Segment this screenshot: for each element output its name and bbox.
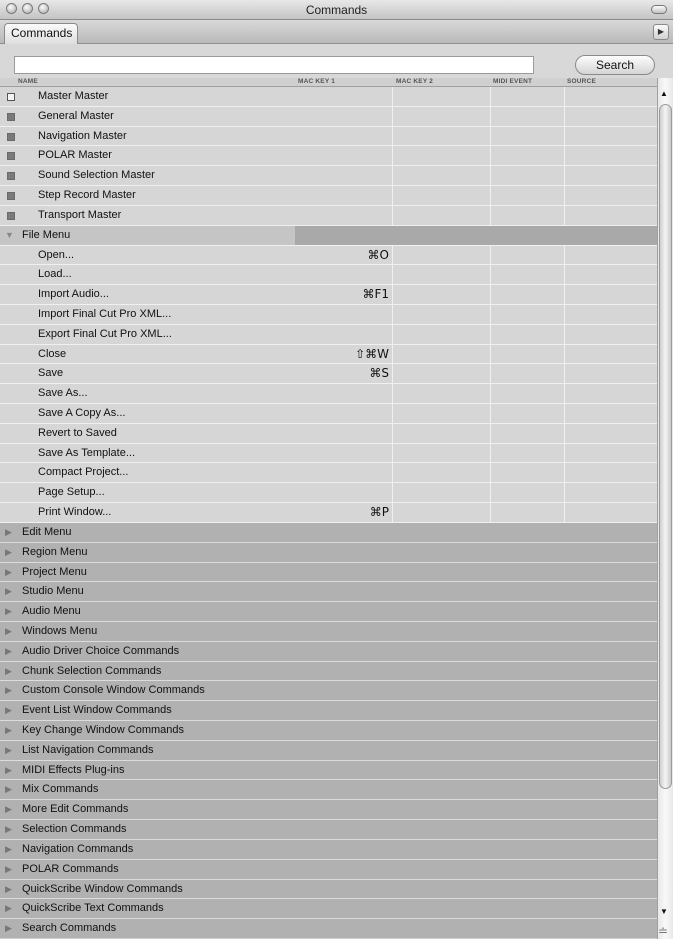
category-row[interactable] bbox=[0, 701, 657, 721]
master-row[interactable] bbox=[0, 87, 657, 107]
midi-event-cell[interactable] bbox=[491, 246, 565, 265]
source-cell[interactable] bbox=[565, 265, 657, 284]
source-cell[interactable] bbox=[565, 503, 657, 522]
command-name: Export Final Cut Pro XML... bbox=[38, 327, 172, 340]
disclosure-triangle-closed-icon[interactable]: ▶ bbox=[5, 625, 12, 636]
midi-event-cell[interactable] bbox=[491, 404, 565, 423]
mac-key-1-value: ⌘P bbox=[369, 505, 389, 520]
disclosure-triangle-closed-icon[interactable]: ▶ bbox=[5, 863, 12, 874]
category-row[interactable] bbox=[0, 840, 657, 860]
master-row[interactable] bbox=[0, 107, 657, 127]
command-name: Edit Menu bbox=[22, 525, 72, 538]
toolbar-toggle-icon[interactable] bbox=[651, 5, 667, 14]
source-cell[interactable] bbox=[565, 384, 657, 403]
disclosure-triangle-closed-icon[interactable]: ▶ bbox=[5, 804, 12, 815]
category-row[interactable] bbox=[0, 622, 657, 642]
mac-key-2-cell[interactable] bbox=[393, 364, 491, 383]
master-checkbox[interactable] bbox=[7, 133, 15, 141]
master-row[interactable] bbox=[0, 127, 657, 147]
source-cell[interactable] bbox=[565, 146, 657, 165]
command-row[interactable] bbox=[0, 384, 657, 404]
mac-key-1-cell[interactable] bbox=[295, 166, 393, 185]
category-row[interactable] bbox=[0, 582, 657, 602]
mac-key-2-cell[interactable] bbox=[393, 206, 491, 225]
source-cell[interactable] bbox=[565, 107, 657, 126]
midi-event-cell[interactable] bbox=[491, 345, 565, 364]
command-row[interactable] bbox=[0, 265, 657, 285]
midi-event-cell[interactable] bbox=[491, 285, 565, 304]
category-row[interactable] bbox=[0, 563, 657, 583]
source-cell[interactable] bbox=[565, 246, 657, 265]
table-header bbox=[0, 78, 657, 87]
source-cell[interactable] bbox=[565, 285, 657, 304]
mac-key-1-cell[interactable] bbox=[295, 305, 393, 324]
disclosure-triangle-closed-icon[interactable]: ▶ bbox=[5, 526, 12, 537]
midi-event-cell[interactable] bbox=[491, 107, 565, 126]
mac-key-2-cell[interactable] bbox=[393, 444, 491, 463]
command-name: Page Setup... bbox=[38, 486, 105, 499]
command-name: Save A Copy As... bbox=[38, 407, 126, 419]
command-name: Navigation Commands bbox=[22, 842, 134, 855]
disclosure-triangle-closed-icon[interactable]: ▶ bbox=[5, 764, 12, 775]
category-row[interactable] bbox=[0, 721, 657, 741]
mac-key-1-cell[interactable] bbox=[295, 444, 393, 463]
command-row[interactable] bbox=[0, 285, 657, 305]
midi-event-cell[interactable] bbox=[491, 87, 565, 106]
category-row-fill bbox=[295, 226, 657, 245]
command-name: QuickScribe Text Commands bbox=[22, 902, 164, 915]
disclosure-triangle-closed-icon[interactable]: ▶ bbox=[5, 586, 12, 597]
command-name: Search Commands bbox=[22, 922, 117, 935]
command-name: QuickScribe Window Commands bbox=[22, 882, 183, 895]
category-row[interactable] bbox=[0, 226, 657, 246]
mac-key-1-cell[interactable] bbox=[295, 87, 393, 106]
command-name: Region Menu bbox=[22, 545, 88, 558]
mac-key-2-cell[interactable] bbox=[393, 384, 491, 403]
master-checkbox[interactable] bbox=[7, 212, 15, 220]
mac-key-2-cell[interactable] bbox=[393, 404, 491, 423]
master-row[interactable] bbox=[0, 206, 657, 226]
mac-key-1-value: ⇧⌘W bbox=[355, 346, 389, 361]
command-name: MIDI Effects Plug-ins bbox=[22, 763, 125, 776]
tab-bar bbox=[0, 20, 673, 44]
command-name: Windows Menu bbox=[22, 624, 98, 637]
midi-event-cell[interactable] bbox=[491, 265, 565, 284]
midi-event-cell[interactable] bbox=[491, 384, 565, 403]
command-name: Save As... bbox=[38, 387, 88, 400]
master-checkbox[interactable] bbox=[7, 93, 15, 101]
mac-key-2-cell[interactable] bbox=[393, 246, 491, 265]
mac-key-1-cell[interactable] bbox=[295, 404, 393, 423]
category-row[interactable] bbox=[0, 919, 657, 938]
scroll-up-arrow-icon[interactable]: ▲ bbox=[660, 89, 668, 98]
category-row[interactable] bbox=[0, 880, 657, 900]
source-cell[interactable] bbox=[565, 325, 657, 344]
master-checkbox[interactable] bbox=[7, 172, 15, 180]
category-row[interactable] bbox=[0, 543, 657, 563]
mac-key-1-cell[interactable] bbox=[295, 107, 393, 126]
midi-event-cell[interactable] bbox=[491, 364, 565, 383]
command-name: Event List Window Commands bbox=[22, 704, 172, 717]
mac-key-2-cell[interactable] bbox=[393, 166, 491, 185]
vertical-scrollbar[interactable] bbox=[657, 78, 673, 939]
source-cell[interactable] bbox=[565, 345, 657, 364]
mac-key-2-cell[interactable] bbox=[393, 107, 491, 126]
midi-event-cell[interactable] bbox=[491, 206, 565, 225]
source-cell[interactable] bbox=[565, 186, 657, 205]
search-input[interactable] bbox=[14, 56, 534, 74]
mac-key-1-cell[interactable] bbox=[295, 424, 393, 443]
command-row[interactable] bbox=[0, 345, 657, 365]
command-row[interactable] bbox=[0, 305, 657, 325]
command-name: Selection Commands bbox=[22, 823, 127, 836]
command-row[interactable] bbox=[0, 483, 657, 503]
mac-key-1-cell[interactable] bbox=[295, 483, 393, 502]
source-cell[interactable] bbox=[565, 404, 657, 423]
master-checkbox[interactable] bbox=[7, 152, 15, 160]
mac-key-1-cell[interactable] bbox=[295, 206, 393, 225]
mac-key-1-value: ⌘O bbox=[367, 247, 389, 262]
mac-key-2-cell[interactable] bbox=[393, 285, 491, 304]
command-row[interactable] bbox=[0, 424, 657, 444]
source-cell[interactable] bbox=[565, 166, 657, 185]
command-name: Mix Commands bbox=[22, 783, 99, 796]
command-row[interactable] bbox=[0, 364, 657, 384]
window-title: Commands bbox=[305, 3, 368, 17]
command-name: Save As Template... bbox=[38, 446, 136, 459]
source-cell[interactable] bbox=[565, 463, 657, 482]
column-header-name[interactable]: NAME bbox=[18, 78, 38, 85]
disclosure-triangle-closed-icon[interactable]: ▶ bbox=[5, 824, 12, 835]
source-cell[interactable] bbox=[565, 483, 657, 502]
master-row[interactable] bbox=[0, 146, 657, 166]
command-name: Revert to Saved bbox=[38, 426, 117, 439]
command-name: Key Change Window Commands bbox=[22, 724, 185, 736]
disclosure-triangle-closed-icon[interactable]: ▶ bbox=[5, 546, 12, 557]
disclosure-triangle-closed-icon[interactable]: ▶ bbox=[5, 883, 12, 894]
command-name: POLAR Master bbox=[38, 149, 112, 162]
master-row[interactable] bbox=[0, 166, 657, 186]
command-name: More Edit Commands bbox=[22, 803, 129, 816]
category-row[interactable] bbox=[0, 780, 657, 800]
category-row[interactable] bbox=[0, 681, 657, 701]
command-name: List Navigation Commands bbox=[22, 743, 154, 756]
command-row[interactable] bbox=[0, 444, 657, 464]
column-header-mac-key-1[interactable]: MAC KEY 1 bbox=[298, 78, 336, 85]
master-checkbox[interactable] bbox=[7, 113, 15, 121]
disclosure-triangle-closed-icon[interactable]: ▶ bbox=[5, 725, 12, 735]
command-row[interactable] bbox=[0, 503, 657, 523]
mac-key-2-cell[interactable] bbox=[393, 87, 491, 106]
scroll-down-arrow-icon[interactable]: ▼ bbox=[660, 907, 668, 916]
command-name: Studio Menu bbox=[22, 585, 84, 598]
mac-key-1-cell[interactable] bbox=[295, 127, 393, 146]
source-cell[interactable] bbox=[565, 206, 657, 225]
command-name: General Master bbox=[38, 109, 114, 122]
disclosure-triangle-closed-icon[interactable]: ▶ bbox=[5, 843, 12, 854]
circle-arrow-icon[interactable]: ▶ bbox=[653, 24, 669, 40]
command-name: Transport Master bbox=[38, 208, 122, 221]
midi-event-cell[interactable] bbox=[491, 186, 565, 205]
source-cell[interactable] bbox=[565, 444, 657, 463]
category-row[interactable] bbox=[0, 662, 657, 682]
command-name: Load... bbox=[38, 268, 72, 281]
category-row[interactable] bbox=[0, 820, 657, 840]
scroll-thumb[interactable] bbox=[659, 104, 672, 789]
command-name: Audio Menu bbox=[22, 605, 81, 618]
mac-key-1-value: ⌘F1 bbox=[362, 287, 389, 302]
mac-key-2-cell[interactable] bbox=[393, 127, 491, 146]
title-bar bbox=[0, 0, 673, 20]
command-name: Project Menu bbox=[22, 565, 87, 578]
disclosure-triangle-open-icon[interactable]: ▼ bbox=[5, 229, 14, 240]
mac-key-1-cell[interactable] bbox=[295, 463, 393, 482]
category-row[interactable] bbox=[0, 602, 657, 622]
mac-key-2-cell[interactable] bbox=[393, 265, 491, 284]
mac-key-1-cell[interactable] bbox=[295, 384, 393, 403]
midi-event-cell[interactable] bbox=[491, 166, 565, 185]
midi-event-cell[interactable] bbox=[491, 483, 565, 502]
command-row[interactable] bbox=[0, 404, 657, 424]
disclosure-triangle-closed-icon[interactable]: ▶ bbox=[5, 645, 12, 656]
midi-event-cell[interactable] bbox=[491, 444, 565, 463]
disclosure-triangle-closed-icon[interactable]: ▶ bbox=[5, 566, 12, 577]
command-name: Compact Project... bbox=[38, 466, 129, 479]
resize-grip-icon[interactable]: ≐ bbox=[658, 924, 669, 938]
command-name: Custom Console Window Commands bbox=[22, 684, 205, 697]
category-row[interactable] bbox=[0, 523, 657, 543]
command-name: Chunk Selection Commands bbox=[22, 664, 162, 677]
search-button[interactable]: Search bbox=[575, 55, 655, 75]
command-name: Import Final Cut Pro XML... bbox=[38, 307, 172, 320]
source-cell[interactable] bbox=[565, 87, 657, 106]
disclosure-triangle-closed-icon[interactable]: ▶ bbox=[5, 744, 12, 755]
midi-event-cell[interactable] bbox=[491, 146, 565, 165]
command-name: Master Master bbox=[38, 90, 109, 102]
disclosure-triangle-closed-icon[interactable]: ▶ bbox=[5, 923, 12, 934]
column-header-mac-key-2[interactable]: MAC KEY 2 bbox=[396, 78, 434, 85]
disclosure-triangle-closed-icon[interactable]: ▶ bbox=[5, 784, 12, 795]
midi-event-cell[interactable] bbox=[491, 305, 565, 324]
command-name: Step Record Master bbox=[38, 189, 136, 202]
disclosure-triangle-closed-icon[interactable]: ▶ bbox=[5, 705, 12, 716]
source-cell[interactable] bbox=[565, 127, 657, 146]
mac-key-2-cell[interactable] bbox=[393, 186, 491, 205]
mac-key-1-cell[interactable] bbox=[295, 265, 393, 284]
category-row[interactable] bbox=[0, 800, 657, 820]
command-name: Print Window... bbox=[38, 506, 112, 519]
command-name: Open... bbox=[38, 248, 75, 261]
disclosure-triangle-closed-icon[interactable]: ▶ bbox=[5, 665, 12, 676]
column-header-source[interactable]: SOURCE bbox=[567, 78, 597, 85]
master-checkbox[interactable] bbox=[7, 192, 15, 200]
source-cell[interactable] bbox=[565, 364, 657, 383]
mac-key-1-cell[interactable] bbox=[295, 325, 393, 344]
midi-event-cell[interactable] bbox=[491, 127, 565, 146]
midi-event-cell[interactable] bbox=[491, 503, 565, 522]
mac-key-2-cell[interactable] bbox=[393, 345, 491, 364]
midi-event-cell[interactable] bbox=[491, 424, 565, 443]
mac-key-2-cell[interactable] bbox=[393, 463, 491, 482]
category-row[interactable] bbox=[0, 761, 657, 781]
command-name: File Menu bbox=[22, 228, 71, 241]
category-row[interactable] bbox=[0, 860, 657, 880]
command-name: Sound Selection Master bbox=[38, 169, 155, 182]
disclosure-triangle-closed-icon[interactable]: ▶ bbox=[5, 903, 12, 914]
command-name: Close bbox=[38, 347, 67, 360]
mac-key-1-cell[interactable] bbox=[295, 186, 393, 205]
category-row[interactable] bbox=[0, 899, 657, 919]
mac-key-2-cell[interactable] bbox=[393, 146, 491, 165]
mac-key-1-value: ⌘S bbox=[369, 366, 389, 381]
category-row[interactable] bbox=[0, 741, 657, 761]
disclosure-triangle-closed-icon[interactable]: ▶ bbox=[5, 685, 12, 696]
column-header-midi-event[interactable]: MIDI EVENT bbox=[493, 78, 533, 85]
source-cell[interactable] bbox=[565, 424, 657, 443]
command-name: Import Audio... bbox=[38, 288, 109, 301]
category-row[interactable] bbox=[0, 642, 657, 662]
command-name: Save bbox=[38, 367, 64, 380]
midi-event-cell[interactable] bbox=[491, 325, 565, 344]
tab-commands[interactable]: Commands bbox=[4, 23, 78, 44]
mac-key-2-cell[interactable] bbox=[393, 424, 491, 443]
disclosure-triangle-closed-icon[interactable]: ▶ bbox=[5, 606, 12, 617]
mac-key-2-cell[interactable] bbox=[393, 325, 491, 344]
command-row[interactable] bbox=[0, 463, 657, 483]
command-name: Navigation Master bbox=[38, 129, 127, 142]
command-row[interactable] bbox=[0, 246, 657, 266]
command-name: POLAR Commands bbox=[22, 862, 119, 875]
mac-key-2-cell[interactable] bbox=[393, 483, 491, 502]
commands-table bbox=[0, 87, 657, 938]
search-bar bbox=[0, 44, 673, 78]
midi-event-cell[interactable] bbox=[491, 463, 565, 482]
command-name: Audio Driver Choice Commands bbox=[22, 644, 180, 657]
command-row[interactable] bbox=[0, 325, 657, 345]
mac-key-2-cell[interactable] bbox=[393, 305, 491, 324]
source-cell[interactable] bbox=[565, 305, 657, 324]
mac-key-1-cell[interactable] bbox=[295, 146, 393, 165]
master-row[interactable] bbox=[0, 186, 657, 206]
mac-key-2-cell[interactable] bbox=[393, 503, 491, 522]
